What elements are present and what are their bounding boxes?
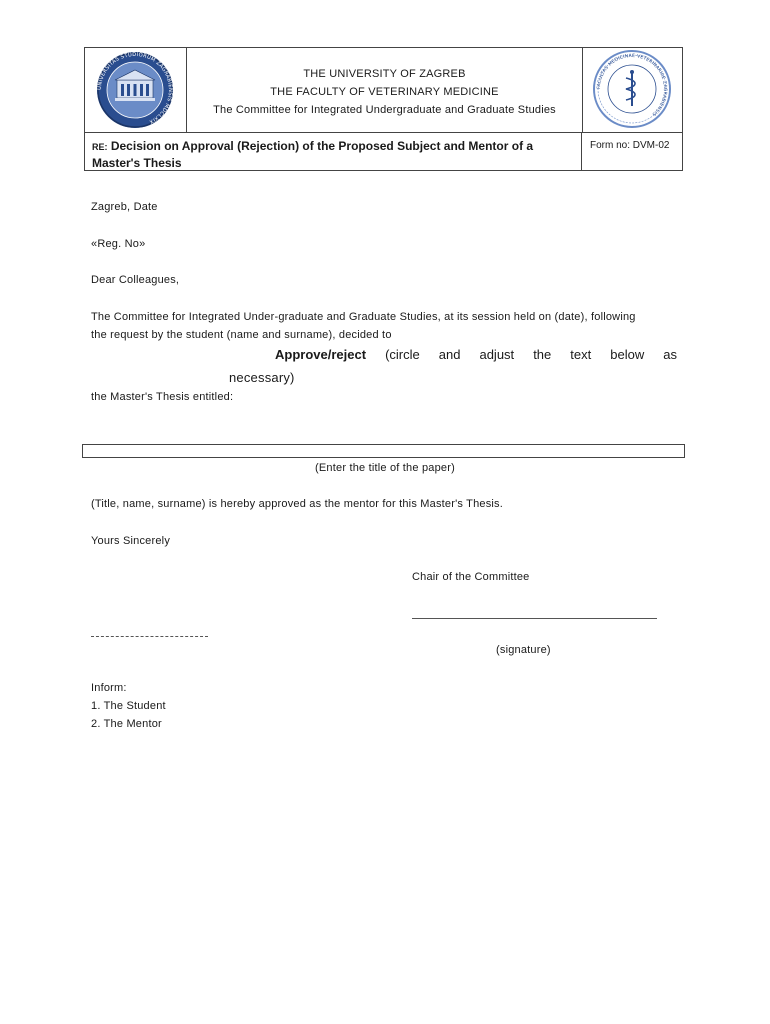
instruction-word: (circle [385,347,420,362]
re-label: RE: [92,142,108,152]
reg-number: «Reg. No» [91,238,146,250]
date-line [91,636,208,637]
header-table [84,47,683,171]
instruction-line-2: necessary) [229,370,295,385]
place-date: Zagreb, Date [91,201,158,213]
mentor-sentence: (Title, name, surname) is hereby approved as the mentor for this Master's Thesis. [91,498,504,510]
faculty-seal-icon [583,48,681,132]
approve-reject-choice: Approve/reject [275,347,367,362]
svg-text:UNIVERSITAS STUDIORUM ZAGRABIE: UNIVERSITAS STUDIORUM ZAGRABIENSIS MDCLXIX [96,51,174,125]
thesis-title-field[interactable] [82,444,685,458]
university-name: THE UNIVERSITY OF ZAGREB [303,68,466,80]
approve-reject-row [275,347,677,362]
instruction-word: text [570,347,592,362]
signature-label: (signature) [496,644,551,656]
instruction-word: as [663,347,677,362]
instruction-word: adjust [479,347,515,362]
instruction-word: below [610,347,645,362]
form-number: Form no: DVM-02 [590,140,670,151]
title-placeholder: (Enter the title of the paper) [315,462,455,474]
chair-signature-line [412,618,657,619]
faculty-logo-cell [582,48,682,132]
instruction-word: and [438,347,461,362]
salutation: Dear Colleagues, [91,274,180,286]
subject-cell [85,132,582,170]
paragraph-line-2: the request by the student (name and surname), decided to [91,329,392,341]
committee-name: The Committee for Integrated Undergraduate and Graduate Studies [213,104,556,116]
institution-title-block [187,48,582,132]
inform-item: 1. The Student [91,700,166,712]
university-seal-icon [85,48,185,132]
chair-label: Chair of the Committee [412,571,530,583]
instruction-word: the [533,347,552,362]
university-logo-cell [85,48,187,132]
subject-text: Decision on Approval (Rejection) of the Proposed Subject and Mentor of a Master's Thesis [92,139,534,170]
svg-text:FACULTAS MEDICINAE VETERINARIA: FACULTAS MEDICINAE VETERINARIAE ZAGRABIENSIS [596,53,668,117]
faculty-name: THE FACULTY OF VETERINARY MEDICINE [270,86,499,98]
paragraph-line-1: The Committee for Integrated Under-graduate and Graduate Studies, at its session held on (date), following [91,311,636,323]
inform-item: 2. The Mentor [91,718,162,730]
closing: Yours Sincerely [91,535,171,547]
thesis-entitled: the Master's Thesis entitled: [91,391,234,403]
inform-heading: Inform: [91,682,127,694]
